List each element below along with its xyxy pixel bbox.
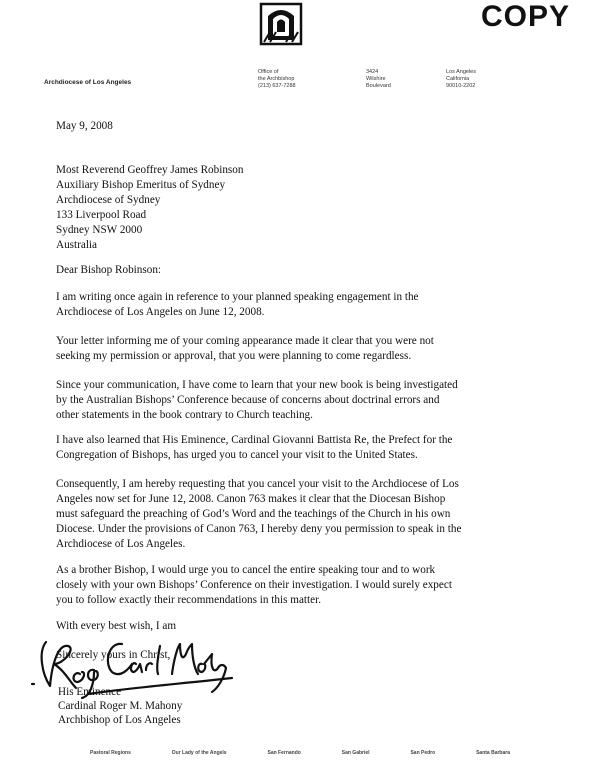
paragraph-line: Congregation of Bishops, has urged you to cancel your visit to the United States. bbox=[56, 449, 418, 461]
recipient-line: 133 Liverpool Road bbox=[56, 209, 147, 221]
paragraph-line: must safeguard the preaching of God’s Word and the teachings of the Church in his own bbox=[56, 508, 451, 520]
salutation: Dear Bishop Robinson: bbox=[56, 264, 162, 276]
signatory-block bbox=[58, 685, 182, 727]
footer-item: Our Lady of the Angels bbox=[171, 750, 227, 756]
footer-item: Pastoral Regions bbox=[90, 750, 131, 756]
city-line: California bbox=[446, 76, 470, 82]
office-line: the Archbishop bbox=[258, 76, 295, 82]
letterhead-office bbox=[258, 69, 296, 90]
recipient-line: Sydney NSW 2000 bbox=[56, 224, 143, 236]
paragraph-line: Since your communication, I have come to learn that your new book is being investigated bbox=[56, 379, 458, 391]
footer-regions bbox=[90, 750, 510, 756]
paragraph-line: Your letter informing me of your coming appearance made it clear that you were not bbox=[56, 335, 434, 347]
paragraph-2 bbox=[56, 334, 486, 364]
archdiocese-logo-icon bbox=[258, 2, 304, 46]
recipient-line: Most Reverend Geoffrey James Robinson bbox=[56, 164, 244, 176]
paragraph-line: Consequently, I am hereby requesting that you cancel your visit to the Archdiocese of Los bbox=[56, 478, 459, 490]
recipient-address bbox=[56, 163, 486, 253]
copy-stamp: COPY bbox=[480, 0, 570, 33]
paragraph-line: Angeles now set for June 12, 2008. Canon 763 makes it clear that the Diocesan Bishop bbox=[56, 493, 446, 505]
valediction: Sincerely yours in Christ, bbox=[56, 649, 171, 661]
paragraph-line: As a brother Bishop, I would urge you to cancel the entire speaking tour and to work bbox=[56, 564, 436, 576]
city-line: Los Angeles bbox=[446, 69, 476, 75]
organization-name: Archdiocese of Los Angeles bbox=[44, 79, 132, 86]
office-line: Office of bbox=[258, 69, 279, 75]
street-line: Wilshire bbox=[366, 76, 386, 82]
office-phone: (213) 637-7288 bbox=[258, 83, 296, 89]
paragraph-5 bbox=[56, 477, 486, 552]
recipient-line: Archdiocese of Sydney bbox=[56, 194, 161, 206]
paragraph-line: by the Australian Bishops’ Conference because of concerns about doctrinal errors and bbox=[56, 394, 440, 406]
signatory-line: Archbishop of Los Angeles bbox=[58, 714, 181, 726]
paragraph-line: closely with your own Bishops’ Conference on their investigation. I would surely expect bbox=[56, 579, 452, 591]
letterhead-street bbox=[366, 69, 391, 90]
street-line: Boulevard bbox=[366, 83, 391, 89]
signatory-line: His Eminence bbox=[58, 686, 122, 698]
paragraph-line: I am writing once again in reference to your planned speaking engagement in the bbox=[56, 291, 419, 303]
paragraph-line: Archdiocese of Los Angeles. bbox=[56, 538, 186, 550]
footer-item: San Pedro bbox=[410, 750, 436, 756]
paragraph-line: I have also learned that His Eminence, Cardinal Giovanni Battista Re, the Prefect for the bbox=[56, 434, 453, 446]
recipient-line: Auxiliary Bishop Emeritus of Sydney bbox=[56, 179, 226, 191]
paragraph-line: other statements in the book contrary to Church teaching. bbox=[56, 409, 313, 421]
paragraph-line: Diocese. Under the provisions of Canon 763, I hereby deny you permission to speak in the bbox=[56, 523, 462, 535]
closing-line: With every best wish, I am bbox=[56, 620, 177, 632]
letter-date: May 9, 2008 bbox=[56, 120, 113, 132]
letterhead-city bbox=[446, 69, 476, 90]
paragraph-line: you to follow exactly their recommendations in this matter. bbox=[56, 594, 322, 606]
recipient-line: Australia bbox=[56, 239, 98, 251]
paragraph-1 bbox=[56, 290, 486, 320]
zip-line: 90010-2202 bbox=[446, 83, 476, 89]
footer-item: San Gabriel bbox=[341, 750, 370, 756]
signatory-line: Cardinal Roger M. Mahony bbox=[58, 700, 183, 712]
footer-item: San Fernando bbox=[267, 750, 301, 756]
paragraph-line: Archdiocese of Los Angeles on June 12, 2008. bbox=[56, 306, 265, 318]
street-line: 3424 bbox=[366, 69, 379, 75]
paragraph-4 bbox=[56, 433, 486, 463]
paragraph-6 bbox=[56, 563, 486, 608]
paragraph-3 bbox=[56, 378, 486, 423]
paragraph-line: seeking my permission or approval, that you were planning to come regardless. bbox=[56, 350, 412, 362]
footer-item: Santa Barbara bbox=[476, 750, 510, 756]
